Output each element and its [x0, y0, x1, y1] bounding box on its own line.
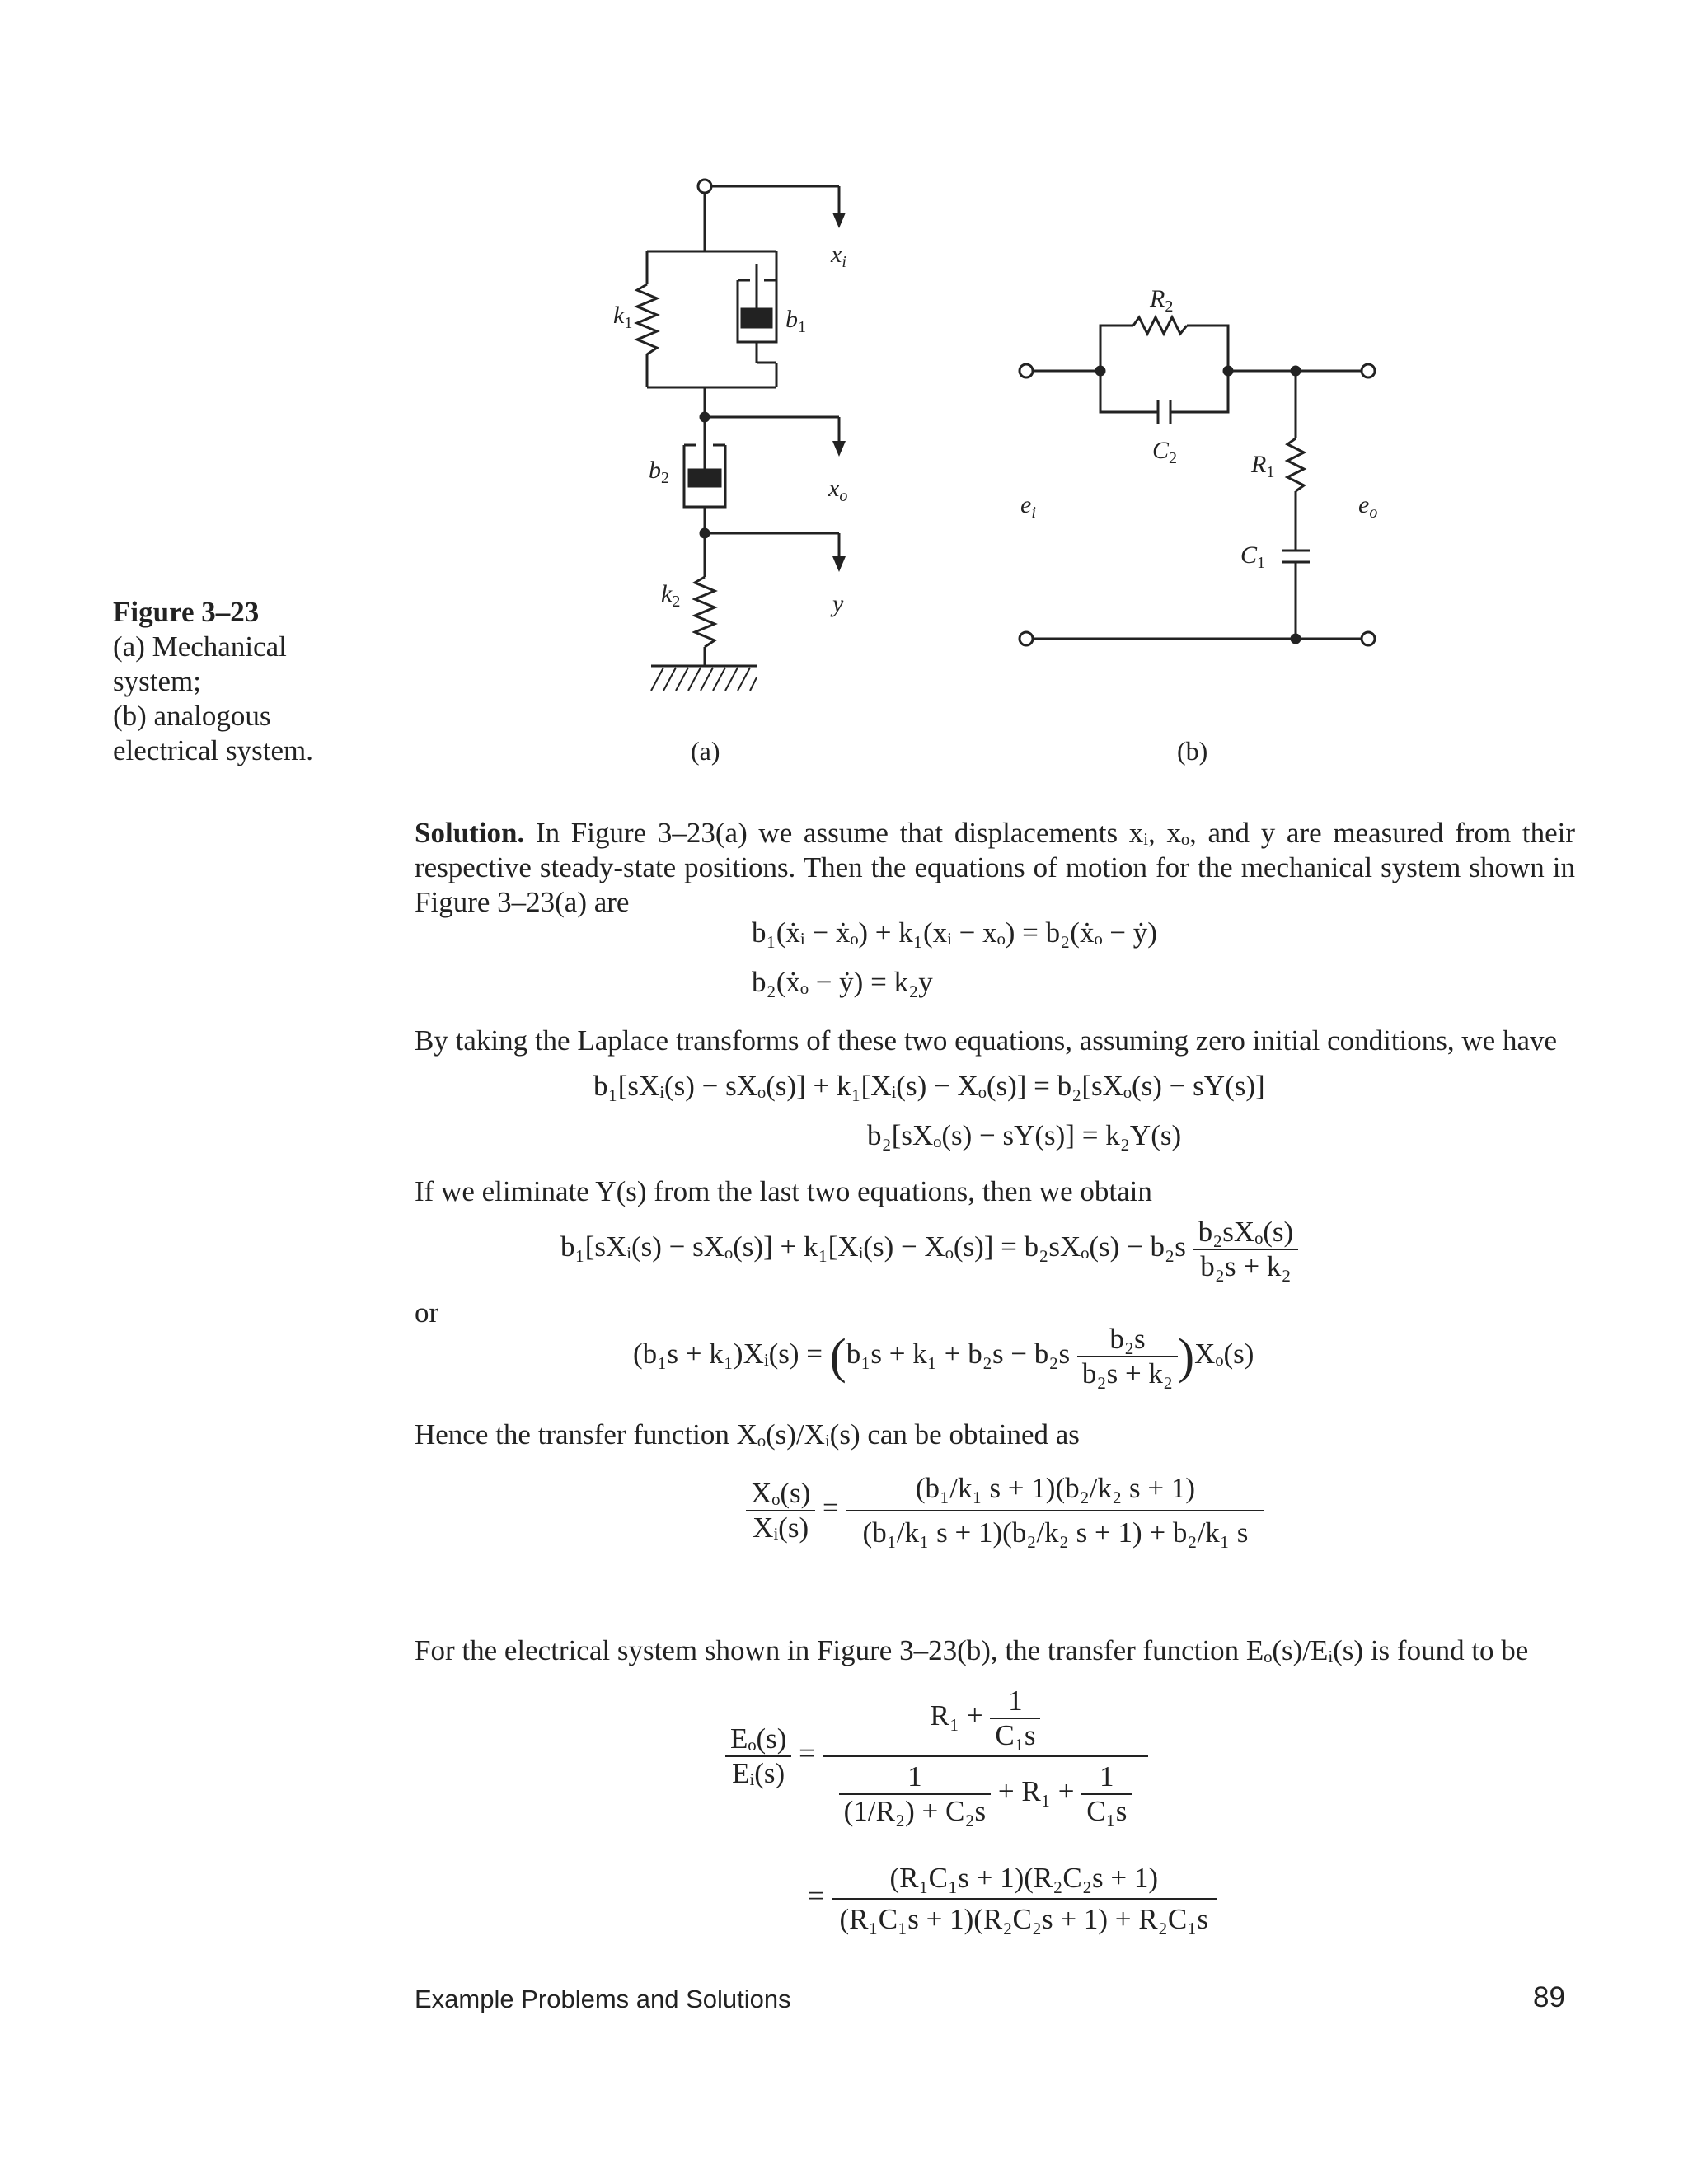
- transfer-function-electrical: [725, 1681, 1148, 1831]
- top-terminal: [698, 180, 711, 193]
- equation-6-middle: b₁s + k₁ + b₂s − b₂s: [846, 1338, 1071, 1371]
- laplace-paragraph: By taking the Laplace transforms of these two equations, assuming zero initial conditions, we have: [415, 1024, 1558, 1057]
- tf2-equals: =: [799, 1737, 815, 1770]
- ground-hatch: [651, 668, 757, 691]
- output-terminal-bottom: [1362, 632, 1375, 645]
- tf2-lhs-numerator: Eₒ(s): [725, 1722, 791, 1757]
- spring-k2: [695, 577, 715, 647]
- tf3-numerator: (R₁C₁s + 1)(R₂C₂s + 1): [832, 1858, 1217, 1900]
- output-terminal-top: [1362, 364, 1375, 377]
- label-eo: $e_o$: [1358, 491, 1378, 522]
- tf1-numerator: (b₁/k₁ s + 1)(b₂/k₂ s + 1): [846, 1467, 1265, 1511]
- label-xi: $x_i$: [831, 241, 846, 271]
- tf1-lhs-denominator: Xᵢ(s): [753, 1511, 809, 1544]
- equation-5-fraction: [1193, 1216, 1299, 1283]
- label-y: y: [832, 590, 844, 617]
- label-ei: $e_i$: [1020, 491, 1036, 522]
- tf1-rhs: [846, 1467, 1265, 1554]
- equation-6-numerator: b₂s: [1077, 1323, 1178, 1357]
- tf2-lhs: [725, 1722, 791, 1790]
- solution-paragraph: [415, 816, 1575, 920]
- xo-arrow: [832, 441, 846, 457]
- input-terminal-bottom: [1020, 632, 1033, 645]
- figure-labels: [613, 241, 1377, 617]
- label-k2: $k_2$: [661, 580, 681, 611]
- equation-6-fraction: [1077, 1323, 1178, 1390]
- tf3-equals: =: [808, 1880, 824, 1913]
- mechanical-system-diagram: [637, 180, 846, 691]
- equation-1: b₁(ẋᵢ − ẋₒ) + k₁(xᵢ − xₒ) = b₂(ẋₒ − ẏ): [752, 916, 1157, 949]
- tf2-den-frac1-den: (1/R₂) + C₂s: [843, 1795, 987, 1827]
- tf2-numerator-fraction-num: 1: [990, 1685, 1040, 1719]
- equation-3: b₁[sXᵢ(s) − sXₒ(s)] + k₁[Xᵢ(s) − Xₒ(s)] = b₂[sXₒ(s) − sY(s)]: [593, 1070, 1265, 1102]
- figure-caption: [113, 595, 385, 768]
- tf2-numerator-fraction-den: C₁s: [995, 1719, 1036, 1751]
- label-c1: $C_1$: [1240, 541, 1266, 572]
- label-a: (a): [691, 736, 720, 766]
- tf1-denominator: (b₁/k₁ s + 1)(b₂/k₂ s + 1) + b₂/k₁ s: [862, 1516, 1249, 1549]
- transfer-function-paragraph: Hence the transfer function Xₒ(s)/Xᵢ(s) can be obtained as: [415, 1418, 1080, 1451]
- caption-line-2: system;: [113, 665, 201, 697]
- equation-5-numerator: b₂sXₒ(s): [1193, 1216, 1299, 1250]
- electrical-system-diagram: [1020, 317, 1378, 645]
- caption-line-3: (b) analogous: [113, 700, 271, 732]
- equation-2: b₂(ẋₒ − ẏ) = k₂y: [752, 966, 933, 998]
- or-text: or: [415, 1296, 439, 1329]
- electrical-paragraph: For the electrical system shown in Figure 3–23(b), the transfer function Eₒ(s)/Eᵢ(s) is found to be: [415, 1634, 1529, 1666]
- label-b: (b): [1177, 736, 1208, 766]
- tf2-denominator-middle: + R₁ +: [997, 1775, 1075, 1808]
- y-arrow: [832, 556, 846, 572]
- equation-5-denominator: b₂s + k₂: [1200, 1250, 1292, 1282]
- equation-6-denominator: b₂s + k₂: [1081, 1357, 1174, 1390]
- eliminate-paragraph: If we eliminate Y(s) from the last two equations, then we obtain: [415, 1175, 1152, 1207]
- tf1-lhs: [746, 1477, 815, 1544]
- footer-section-title: Example Problems and Solutions: [415, 1985, 791, 2013]
- equation-6-right: Xₒ(s): [1194, 1338, 1254, 1371]
- label-r1: $R_1$: [1251, 451, 1275, 481]
- figure-number: Figure 3–23: [113, 596, 260, 628]
- caption-line-1: (a) Mechanical: [113, 630, 287, 663]
- equation-6: (b₁s + k₁)Xᵢ(s) = (b₁s + k₁ + b₂s − b₂s $\frac{\text{b₂s}}{\text{b₂s + k₂}}$ )Xₒ(s): [633, 1323, 1254, 1390]
- tf2-denominator: [823, 1757, 1149, 1831]
- page-number: 89: [1533, 1981, 1565, 2013]
- tf3-denominator: (R₁C₁s + 1)(R₂C₂s + 1) + R₂C₁s: [839, 1903, 1208, 1935]
- damper-b1: [738, 264, 776, 363]
- tf1-lhs-numerator: Xₒ(s): [746, 1477, 815, 1511]
- equation-4: b₂[sXₒ(s) − sY(s)] = k₂Y(s): [867, 1119, 1182, 1151]
- tf2-numerator-r1: R₁ +: [930, 1699, 983, 1732]
- equation-5: [560, 1216, 1298, 1283]
- label-k1: $k_1$: [613, 302, 633, 332]
- label-xo: $x_o$: [828, 475, 848, 505]
- tf2-numerator-fraction: [990, 1685, 1040, 1752]
- tf2-rhs: [823, 1681, 1149, 1831]
- transfer-function-electrical-simplified: [808, 1858, 1217, 1939]
- tf2-den-frac2-num: 1: [1081, 1760, 1132, 1795]
- solution-label: Solution.: [415, 817, 525, 849]
- tf2-lhs-denominator: Eᵢ(s): [732, 1757, 785, 1789]
- damper-b2: [684, 437, 725, 507]
- solution-text: In Figure 3–23(a) we assume that displacements xᵢ, xₒ, and y are measured from their respective steady-state positions. Then the equations of motion for the mechanical system shown in Figure 3–23(a) are: [415, 817, 1575, 918]
- equation-6-left: (b₁s + k₁)Xᵢ(s) =: [633, 1338, 823, 1371]
- tf1-equals: =: [823, 1492, 839, 1525]
- tf2-denominator-fraction-1: [839, 1760, 992, 1828]
- label-c2: $C_2$: [1152, 437, 1178, 467]
- spring-k1: [637, 284, 657, 354]
- caption-line-4: electrical system.: [113, 734, 313, 766]
- xi-arrow: [832, 213, 846, 228]
- label-b1: $b_1$: [785, 306, 806, 336]
- equation-5-left: b₁[sXᵢ(s) − sXₒ(s)] + k₁[Xᵢ(s) − Xₒ(s)] = b₂sXₒ(s) − b₂s: [560, 1230, 1186, 1263]
- input-terminal-top: [1020, 364, 1033, 377]
- tf2-den-frac1-num: 1: [839, 1760, 992, 1795]
- tf2-numerator: [823, 1681, 1149, 1757]
- label-b2: $b_2$: [649, 457, 669, 487]
- tf2-denominator-fraction-2: [1081, 1760, 1132, 1828]
- tf3-rhs: [832, 1858, 1217, 1939]
- resistor-r1: [1287, 438, 1304, 491]
- tf2-den-frac2-den: C₁s: [1086, 1795, 1128, 1827]
- label-r2: $R_2$: [1150, 285, 1174, 316]
- transfer-function-mechanical: [746, 1467, 1264, 1554]
- resistor-r2: [1133, 317, 1187, 334]
